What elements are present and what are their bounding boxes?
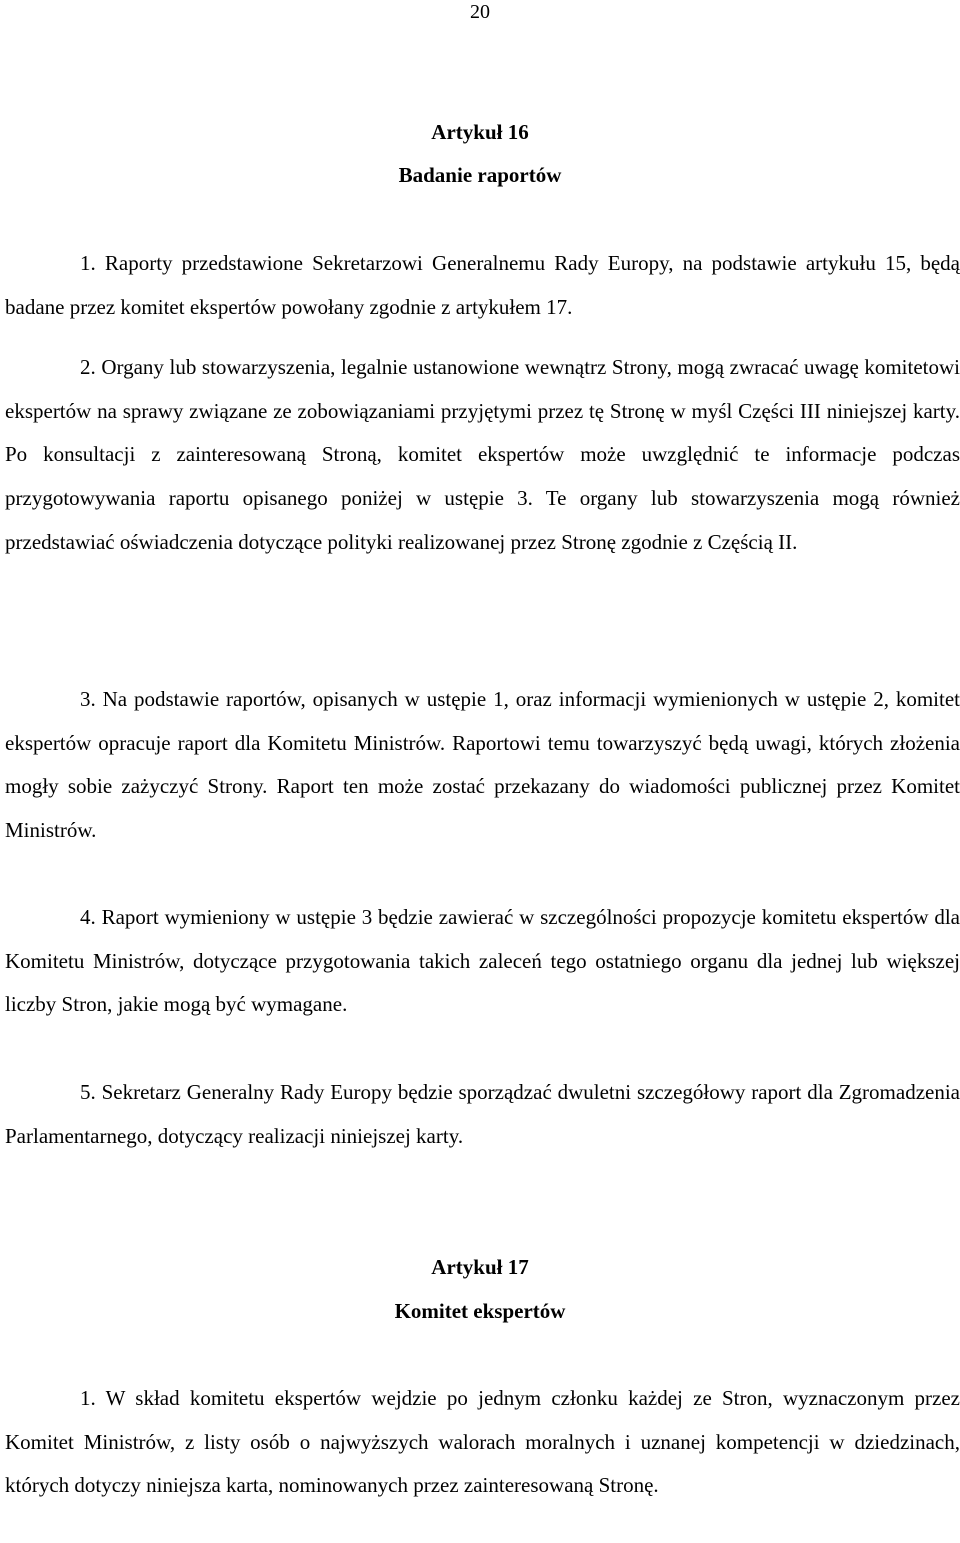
article-16-paragraph-4: 4. Raport wymieniony w ustępie 3 będzie zawierać w szczególności propozycje komitetu ekspertów dla Komitetu Ministrów, dotyczące przygotowania takich zaleceń tego ostatniego organu dla jednej lub większej liczby Stron, jakie mogą być wymagane. <box>5 905 960 1017</box>
article-16-paragraph-5: 5. Sekretarz Generalny Rady Europy będzie sporządzać dwuletni szczegółowy raport dla Zgromadzenia Parlamentarnego, dotyczący realizacji niniejszej karty. <box>5 1080 960 1148</box>
article-16-title: Artykuł 16 <box>431 120 529 144</box>
article-17-title: Artykuł 17 <box>431 1255 529 1279</box>
page-number: 20 <box>470 1 490 23</box>
article-16-subtitle: Badanie raportów <box>398 163 562 187</box>
article-16-paragraph-1: 1. Raporty przedstawione Sekretarzowi Generalnemu Rady Europy, na podstawie artykułu 15, będą badane przez komitet ekspertów powołany zgodnie z artykułem 17. <box>5 251 960 319</box>
article-16-paragraph-2: 2. Organy lub stowarzyszenia, legalnie ustanowione wewnątrz Strony, mogą zwracać uwagę komitetowi ekspertów na sprawy związane ze zobowiązaniami przyjętymi przez tę Stronę w myśl Części III niniejszej karty. Po konsultacji z zainteresowaną Stroną, komitet ekspertów może uwzględnić te informacje podczas przygotowywania raportu opisanego poniżej w ustępie 3. Te organy lub stowarzyszenia mogą również przedstawiać oświadczenia dotyczące polityki realizowanej przez Stronę zgodnie z Częścią II. <box>5 355 960 554</box>
article-16-paragraph-3: 3. Na podstawie raportów, opisanych w ustępie 1, oraz informacji wymienionych w ustępie 2, komitet ekspertów opracuje raport dla Komitetu Ministrów. Raportowi temu towarzyszyć będą uwagi, których złożenia mogły sobie zażyczyć Strony. Raport ten może zostać przekazany do wiadomości publicznej przez Komitet Ministrów. <box>5 687 960 843</box>
article-17-subtitle: Komitet ekspertów <box>394 1299 566 1323</box>
article-17-paragraph-1: 1. W skład komitetu ekspertów wejdzie po jednym członku każdej ze Stron, wyznaczonym przez Komitet Ministrów, z listy osób o najwyższych walorach moralnych i uznanej kompetencji w dziedzinach, których dotyczy niniejsza karta, nominowanych przez zainteresowaną Stronę. <box>5 1386 960 1498</box>
